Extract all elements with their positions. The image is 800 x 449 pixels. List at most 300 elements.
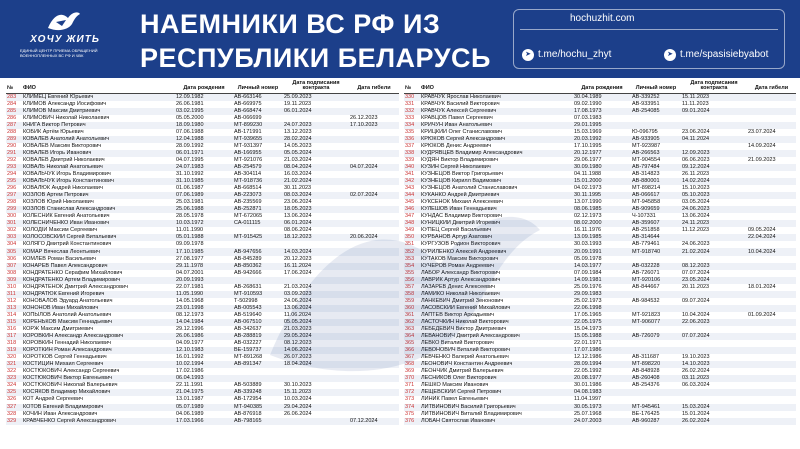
birth-date: 05.01.1988: [175, 234, 233, 241]
person-name: КОВАЛЬЧУК Игорь Владимирович: [23, 170, 111, 177]
personal-number: АВ-984532: [632, 297, 660, 304]
person-name: КОСЯКОВ Владимир Михайлович: [22, 389, 175, 396]
person-name: ЛЕВЧЕНКО Валерий Анатольевич: [421, 354, 509, 361]
personal-number: МТ-918740: [631, 248, 681, 255]
person-name: КОМЛЕВ Роман Васильевич: [23, 255, 96, 262]
person-name: КОЛЕСНИК Евгений Анатольевич: [23, 213, 110, 220]
person-name: КОЗЛОВ Артем Петрович: [22, 192, 175, 199]
person-name: КОВАЛЬЧУК Игорь Константинович: [22, 178, 175, 185]
death-date: [747, 115, 796, 122]
table-row: [6, 291, 399, 298]
contract-date: 05.05.2024: [283, 150, 349, 157]
col-name-header: ФИО: [420, 79, 573, 93]
table-row: [6, 347, 399, 354]
row-number: 320: [7, 354, 17, 361]
contract-date: 09.07.2024: [682, 297, 710, 304]
birth-date: 31.10.1992: [176, 170, 204, 177]
row-number: 343: [405, 185, 415, 192]
table-row: [6, 93, 399, 101]
personal-number: АВ-960287: [631, 418, 681, 425]
contract-date: 14.05.2023: [284, 142, 312, 149]
row-number: 356: [404, 277, 420, 284]
row-number: 288: [7, 128, 17, 135]
contract-date: 03.09.2023: [283, 291, 349, 298]
contract-date: [283, 368, 349, 375]
contract-date: 06.01.2024: [283, 108, 349, 115]
death-date: [747, 122, 796, 129]
table-row: [6, 192, 399, 199]
table-row: [6, 284, 399, 291]
table-body-left: [6, 93, 399, 425]
birth-date: 09.09.1978: [176, 241, 204, 248]
birth-date: 10.02.1994: [175, 361, 233, 368]
contract-date: 15.11.2023: [283, 389, 349, 396]
row-number: 373: [405, 396, 415, 403]
contract-date: 03.05.2024: [682, 199, 710, 206]
row-number: 354: [404, 263, 420, 270]
birth-date: 16.01.1992: [176, 354, 204, 361]
personal-number: АВ-891347: [233, 361, 283, 368]
contract-date: 22.06.2023: [681, 319, 747, 326]
death-date: [349, 93, 399, 101]
table-row: [404, 368, 796, 375]
row-number: 326: [7, 396, 17, 403]
contract-date: [681, 115, 747, 122]
contract-date: 18.12.2023: [283, 234, 349, 241]
death-date: 18.01.2024: [748, 283, 776, 290]
person-name: ЛЕВАНОВИЧ Дмитрий Александрович: [420, 333, 573, 340]
contract-date: 30.11.2023: [284, 185, 312, 192]
death-date: [349, 213, 399, 220]
death-date: [747, 354, 796, 361]
personal-number: Ю-096795: [632, 128, 658, 135]
table-row: [6, 164, 399, 171]
contract-date: 19.11.2023: [284, 100, 312, 107]
death-date: [349, 312, 399, 319]
row-number: 305: [6, 248, 22, 255]
table-row: [6, 115, 399, 122]
person-name: ЛАПТЕВ Виктор Аркадьевич: [421, 311, 495, 318]
person-name: КОЛОДІЙ Максим Сергеевич: [23, 227, 98, 234]
page-title: НАЕМНИКИ ВС РФ ИЗ РЕСПУБЛИКИ БЕЛАРУСЬ: [140, 9, 491, 73]
personal-number: АВ-668474: [233, 108, 283, 115]
table-row: [6, 101, 399, 108]
person-name: КРАВЧУК Алексей Сергеевич: [420, 108, 573, 115]
death-date: [349, 298, 399, 305]
row-number: 374: [404, 404, 420, 411]
birth-date: 16.11.1976: [574, 227, 602, 234]
row-number: 311: [6, 291, 22, 298]
contract-date: 08.12.2023: [284, 340, 312, 347]
table-row: [6, 375, 399, 382]
row-number: 332: [404, 108, 420, 115]
table-row: [6, 122, 399, 129]
person-name: КОСТЮКОВИЧ Николай Валерьевич: [23, 382, 118, 389]
person-name: КУТАКОВ Максим Викторович: [421, 255, 499, 262]
col-dob-header: Дата рождения: [175, 79, 233, 93]
personal-number: АВ-519640: [234, 311, 262, 318]
table-row: [6, 157, 399, 164]
personal-number: АВ-304114: [234, 170, 262, 177]
contract-date: 21.03.2023: [284, 326, 312, 333]
birth-date: 08.06.1985: [573, 206, 631, 213]
birth-date: 17.10.1995: [574, 142, 602, 149]
birth-date: 14.09.1981: [573, 277, 631, 284]
personal-number: АВ-223073: [233, 192, 283, 199]
death-date: 21.09.2023: [748, 156, 776, 163]
col-dob-header: Дата рождения: [573, 79, 631, 93]
personal-number: МТ-920106: [631, 277, 681, 284]
contract-date: [283, 241, 349, 248]
person-name: ЛАСТОЧКИН Николай Викторович: [420, 319, 573, 326]
death-date: [747, 361, 796, 368]
birth-date: 28.09.1992: [176, 142, 204, 149]
person-name: КОРЕНЬКОВ Максим Геннадьевич: [22, 319, 175, 326]
table-row: [404, 382, 796, 389]
row-number: 370: [404, 375, 420, 382]
personal-number: АВ-251858: [632, 227, 660, 234]
person-name: КОРЖ Максим Дмитриевич: [23, 326, 94, 333]
personal-number: [233, 277, 283, 284]
contract-date: 15.10.2023: [682, 185, 710, 192]
contract-date: 09.01.2024: [681, 108, 747, 115]
person-name: КОНДРАТЕНКО Серафим Михайлович: [23, 269, 123, 276]
table-row: [6, 389, 399, 396]
person-name: КОРОТКОВ Сергей Геннадьевич: [23, 354, 107, 361]
person-name: КУНИЦКИЙ Дмитрий Игоревич: [420, 220, 573, 227]
personal-number: АВ-254376: [632, 382, 660, 389]
person-name: КРЮКОВ Сергей Александрович: [420, 136, 573, 143]
death-date: [747, 404, 796, 411]
person-name: ЛИТВИНОВИЧ Виталий Владимирович: [421, 410, 522, 417]
table-body-right: [404, 93, 796, 425]
death-date: [747, 270, 796, 277]
birth-date: 13.07.1990: [574, 199, 602, 206]
birth-date: 15.03.1969: [574, 128, 602, 135]
contract-date: 29.04.2024: [283, 404, 349, 411]
table-row: [404, 143, 796, 150]
table-row: [404, 354, 796, 361]
personal-number: МТ-921076: [234, 156, 263, 163]
row-number: 363: [405, 326, 415, 333]
row-number: 285: [6, 108, 22, 115]
personal-number: МТ-931397: [234, 142, 263, 149]
table-row: [404, 389, 796, 396]
person-name: КОРОТКИН Роман Александрович: [22, 347, 175, 354]
row-number: 295: [6, 178, 22, 185]
person-name: КУКСЕНОК Михаил Алексеевич: [421, 199, 503, 206]
death-date: [349, 354, 399, 361]
person-name: ЛАБОР Александр Викторович: [421, 269, 501, 276]
row-number: 337: [405, 142, 415, 149]
row-number: 308: [7, 269, 17, 276]
contract-date: 15.01.2024: [682, 410, 710, 417]
row-number: 335: [405, 128, 415, 135]
personal-number: МТ-906077: [631, 319, 681, 326]
row-number: 296: [7, 185, 17, 192]
row-number: 301: [6, 220, 22, 227]
birth-date: 23.01.1998: [175, 305, 233, 312]
telegram-link-bot[interactable]: t.me/spasisiebyabot: [680, 49, 769, 60]
personal-number: АВ-171991: [234, 128, 262, 135]
col-name-header: ФИО: [22, 79, 175, 93]
person-name: КОНОВАЛОВ Эдуард Анатольевич: [23, 297, 113, 304]
row-number: 345: [405, 199, 415, 206]
table-row: [404, 340, 796, 347]
row-number: 289: [6, 136, 22, 143]
personal-number: [631, 396, 681, 403]
person-name: КОЛЕСНИЧЕНКО Иван Иванович: [22, 220, 175, 227]
person-name: КОЛЯГО Дмитрий Константинович: [23, 241, 112, 248]
person-name: ЛИНИК Павел Евгеньевич: [421, 396, 489, 403]
row-number: 304: [7, 241, 17, 248]
row-number: 353: [405, 255, 415, 262]
person-name: КОНДРАТЕНОК Дмитрий Александрович: [23, 283, 128, 290]
person-name: КОВАЛЕВ Анатолий Анатольевич: [22, 136, 175, 143]
personal-number: [631, 340, 681, 347]
contract-date: [681, 122, 747, 129]
birth-date: 11.04.1997: [574, 396, 602, 403]
table-row: [6, 368, 399, 375]
personal-number: АВ-254579: [233, 164, 283, 171]
row-number: 290: [7, 142, 17, 149]
death-date: [349, 291, 399, 298]
contract-date: 24.07.2023: [283, 122, 349, 129]
contract-date: 19.10.2023: [682, 354, 710, 361]
death-date: [349, 150, 399, 157]
col-contract-header: Дата подписания контракта: [283, 79, 349, 93]
row-number: 358: [404, 291, 420, 298]
table-row: [404, 108, 796, 115]
person-name: КОЛОСОВСКИЙ Сергей Витальевич: [22, 234, 175, 241]
birth-date: 06.04.1993: [175, 375, 233, 382]
contract-date: 24.06.2024: [284, 297, 312, 304]
person-name: КУРИЛЕНКО Алексей Андреевич: [420, 248, 573, 255]
personal-number: АВ-798165: [233, 418, 283, 425]
death-date: [349, 284, 399, 291]
death-date: [349, 178, 399, 185]
row-number: 292: [7, 156, 17, 163]
row-number: 349: [405, 227, 415, 234]
person-name: КОНДРАТЮК Евгений Игоревич: [22, 291, 175, 298]
row-number: 300: [7, 213, 17, 220]
personal-number: АВ-880001: [631, 178, 681, 185]
row-number: 318: [7, 340, 17, 347]
birth-date: 20.09.1993: [175, 277, 233, 284]
personal-number: АВ-339248: [233, 389, 283, 396]
person-name: КРИЧУН Иван Анатольевич: [420, 122, 573, 129]
contract-date: 24.06.2023: [682, 241, 710, 248]
person-name: ЛЕВКО Виталий Викторович: [421, 340, 494, 347]
table-row: [6, 206, 399, 213]
contract-date: [681, 291, 747, 298]
birth-date: 07.06.1989: [175, 192, 233, 199]
death-date: [349, 185, 399, 192]
death-date: [747, 136, 796, 143]
row-number: 299: [6, 206, 22, 213]
personal-number: АВ-503889: [234, 382, 262, 389]
death-date: [349, 220, 399, 227]
row-number: 367: [405, 354, 415, 361]
person-name: КУРБАНОВ Артур Азатович: [420, 234, 573, 241]
death-date: 02.07.2024: [349, 192, 399, 199]
personal-number: МТ-921823: [632, 311, 661, 318]
row-number: 322: [7, 368, 17, 375]
person-name: КОНДРАТЕНКО Артем Владимирович: [22, 277, 175, 284]
table-row: [6, 404, 399, 411]
telegram-icon: ➤: [664, 49, 676, 61]
header-banner: [0, 0, 800, 78]
row-number: 293: [6, 164, 22, 171]
contract-date: 18.05.2023: [283, 206, 349, 213]
person-name: ЛЕБЕДЕВИЧ Виктор Дмитриевич: [421, 326, 507, 333]
personal-number: АВ-066699: [234, 114, 262, 121]
personal-number: МТ-918736: [233, 178, 283, 185]
birth-date: 30.09.1980: [573, 164, 631, 171]
website-link[interactable]: hochuzhit.com: [570, 13, 635, 24]
person-name: КОВАЛЕВ Игорь Иванович: [22, 150, 175, 157]
personal-number: МТ-898214: [632, 185, 661, 192]
death-date: [747, 396, 796, 403]
row-number: 371: [405, 382, 415, 389]
personal-number: АВ-066617: [631, 192, 681, 199]
death-date: [349, 404, 399, 411]
death-date: 17.10.2023: [349, 122, 399, 129]
contract-date: 20.12.2023: [284, 255, 312, 262]
contract-date: 23.06.2024: [682, 128, 710, 135]
row-number: 359: [405, 297, 415, 304]
birth-date: 15.01.2000: [573, 178, 631, 185]
birth-date: 09.02.1990: [574, 100, 602, 107]
birth-date: 14.04.1984: [175, 319, 233, 326]
personal-number: АВ-933951: [632, 100, 660, 107]
table-row: [404, 375, 796, 382]
birth-date: 22.06.1998: [573, 305, 631, 312]
personal-number: АВ-032228: [631, 263, 681, 270]
personal-number: АВ-848928: [632, 368, 660, 375]
birth-date: 20.08.1977: [573, 375, 631, 382]
contract-date: 17.06.2024: [284, 269, 312, 276]
contract-date: 26.02.2024: [682, 368, 710, 375]
row-number: 368: [404, 361, 420, 368]
birth-date: 15.04.1973: [574, 326, 602, 333]
death-date: 26.12.2023: [350, 114, 378, 121]
person-name: КУНДАС Владимир Викторович: [421, 213, 502, 220]
birth-date: 22.05.1975: [573, 319, 631, 326]
row-number: 369: [405, 368, 415, 375]
row-number: 341: [405, 170, 415, 177]
table-row: [6, 227, 399, 234]
table-row: [6, 248, 399, 255]
personal-number: АВ-876918: [234, 410, 262, 417]
death-date: 22.04.2024: [747, 234, 796, 241]
person-name: КОТОВ Евгений Владимирович: [22, 404, 175, 411]
personal-number: МТ-923987: [632, 142, 661, 149]
death-date: 04.07.2024: [349, 164, 399, 171]
person-name: КРАВЦОВ Павел Сергеевич: [421, 114, 493, 121]
personal-number: [233, 368, 283, 375]
row-number: 364: [404, 333, 420, 340]
table-row: [6, 270, 399, 277]
table-row: [404, 284, 796, 291]
personal-number: Т-502998: [234, 297, 258, 304]
death-date: [349, 171, 399, 178]
death-date: [747, 319, 796, 326]
birth-date: 02.12.1973: [574, 213, 602, 220]
death-date: [747, 368, 796, 375]
table-row: [6, 256, 399, 263]
death-date: [747, 108, 796, 115]
person-name: КОПЫЛОВ Анатолий Анатольевич: [23, 311, 112, 318]
death-date: 10.04.2024: [747, 248, 796, 255]
table-row: [6, 326, 399, 333]
death-date: [747, 213, 796, 220]
table-row: [404, 115, 796, 122]
death-date: [349, 368, 399, 375]
person-name: КУЗНЕЦОВ Анатолий Станиславович: [421, 185, 518, 192]
contract-date: 21.03.2024: [284, 156, 312, 163]
death-date: [747, 411, 796, 418]
birth-date: 01.06.1987: [176, 185, 204, 192]
table-row: [404, 333, 796, 340]
person-name: КНИГА Виктор Петрович: [22, 122, 175, 129]
table-row: [404, 136, 796, 143]
death-date: [349, 136, 399, 143]
table-row: [404, 312, 796, 319]
personal-number: АВ-844667: [632, 283, 660, 290]
birth-date: 12.09.1982: [175, 93, 233, 101]
personal-number: АВ-933905: [631, 136, 681, 143]
table-row: [404, 404, 796, 411]
death-date: [747, 298, 796, 305]
contract-date: 09.12.2024: [681, 164, 747, 171]
row-number: 302: [7, 227, 17, 234]
birth-date: 24.07.1983: [175, 164, 233, 171]
contract-date: 10.03.2024: [284, 396, 312, 403]
row-number: 309: [6, 277, 22, 284]
contract-date: 15.11.2023: [681, 93, 747, 101]
person-name: ЛЕШКО Максим Иванович: [421, 382, 489, 389]
death-date: [747, 164, 796, 171]
personal-number: АВ-663146: [233, 93, 283, 101]
person-name: КОВАЛЁВ Дмитрий Николаевич: [23, 156, 105, 163]
table-row: [6, 136, 399, 143]
contract-date: 21.02.2024: [283, 178, 349, 185]
table-row: [6, 143, 399, 150]
telegram-icon: ➤: [522, 49, 534, 61]
birth-date: 06.01.1971: [175, 150, 233, 157]
contract-date: [283, 277, 349, 284]
personal-number: АВ-797484: [631, 164, 681, 171]
contract-date: [283, 375, 349, 382]
person-name: КРАВЧУК Ярослав Николаевич: [420, 93, 573, 101]
birth-date: 20.09.1991: [573, 248, 631, 255]
birth-date: 30.11.1995: [573, 192, 631, 199]
birth-date: 27.08.1977: [176, 255, 204, 262]
contract-date: [681, 256, 747, 263]
person-name: КУРГУЗОВ Родион Викторович: [421, 241, 501, 248]
contract-date: 13.06.2024: [284, 213, 312, 220]
table-row: [404, 326, 796, 333]
death-date: [349, 248, 399, 255]
row-number: 336: [404, 136, 420, 143]
table-row: [404, 93, 796, 101]
telegram-link-hochu[interactable]: t.me/hochu_zhyt: [538, 49, 612, 60]
row-number: 306: [7, 255, 17, 262]
contract-date: 23.05.2024: [681, 277, 747, 284]
person-name: КУЛЕШОВ Иван Геннадьевич: [420, 206, 573, 213]
persons-table-right: [404, 79, 796, 425]
